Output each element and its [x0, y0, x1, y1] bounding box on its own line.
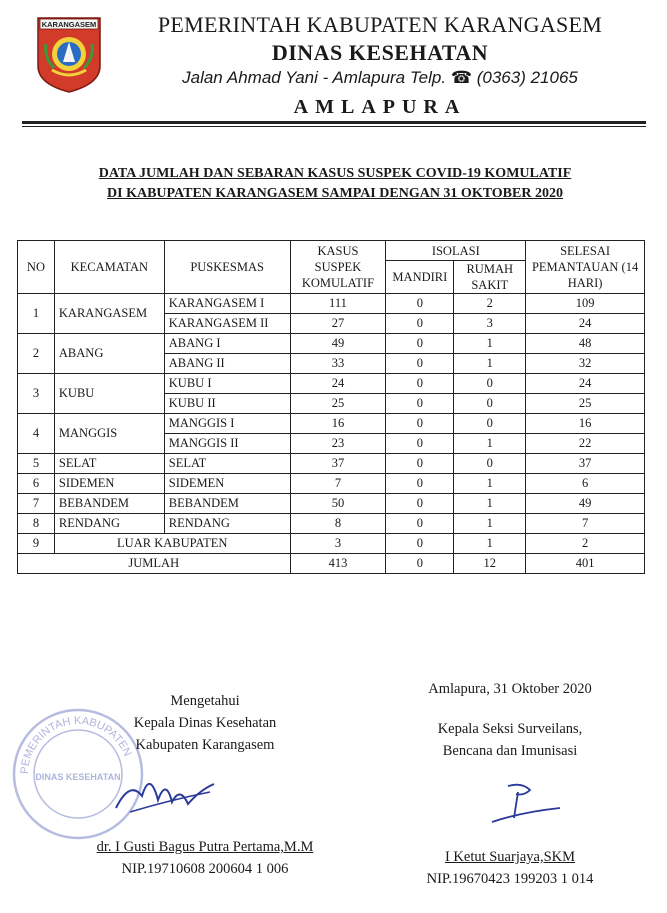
cell-rumah-sakit: 1: [454, 354, 526, 374]
cell-rumah-sakit: 1: [454, 334, 526, 354]
cell-luar-label: LUAR KABUPATEN: [54, 534, 290, 554]
cell-mandiri: 0: [386, 294, 454, 314]
sig-right-place-date: Amlapura, 31 Oktober 2020: [428, 681, 592, 697]
cell-selesai: 49: [526, 494, 645, 514]
cell-mandiri: 0: [386, 334, 454, 354]
svg-text:PEMERINTAH KABUPATEN: PEMERINTAH KABUPATEN: [18, 714, 134, 775]
cell-selesai: 6: [526, 474, 645, 494]
karangasem-logo-icon: [34, 14, 104, 94]
cell-no: 3: [18, 374, 55, 414]
cell-total-kasus: 413: [290, 554, 386, 574]
cell-no: 6: [18, 474, 55, 494]
cell-kasus: 33: [290, 354, 386, 374]
cell-rumah-sakit: 1: [454, 494, 526, 514]
signature-right-icon: [478, 778, 568, 828]
header-rumah-sakit: RUMAH SAKIT: [454, 261, 526, 294]
cell-kasus: 16: [290, 414, 386, 434]
cell-mandiri: 0: [386, 414, 454, 434]
cell-selesai: 24: [526, 374, 645, 394]
cell-kasus: 3: [290, 534, 386, 554]
cell-rumah-sakit: 0: [454, 394, 526, 414]
cell-puskesmas: RENDANG: [164, 514, 290, 534]
header-kasus: KASUS SUSPEK KOMULATIF: [290, 241, 386, 294]
cell-selesai: 22: [526, 434, 645, 454]
cell-selesai: 32: [526, 354, 645, 374]
cell-rumah-sakit: 2: [454, 294, 526, 314]
cell-selesai: 25: [526, 394, 645, 414]
header-puskesmas: PUSKESMAS: [164, 241, 290, 294]
cell-selesai: 37: [526, 454, 645, 474]
cell-mandiri: 0: [386, 494, 454, 514]
cell-no: 7: [18, 494, 55, 514]
cell-kecamatan: SELAT: [54, 454, 164, 474]
cell-rumah-sakit: 0: [454, 414, 526, 434]
cell-kecamatan: KUBU: [54, 374, 164, 414]
sig-right-line1: Kepala Seksi Surveilans,: [437, 721, 583, 737]
cell-total-rumah-sakit: 12: [454, 554, 526, 574]
cell-rumah-sakit: 3: [454, 314, 526, 334]
covid-suspect-table: [17, 240, 645, 574]
cell-kecamatan: BEBANDEM: [54, 494, 164, 514]
sig-right-nip: NIP.19670423 199203 1 014: [426, 871, 594, 887]
cell-puskesmas: MANGGIS I: [164, 414, 290, 434]
cell-mandiri: 0: [386, 314, 454, 334]
cell-rumah-sakit: 0: [454, 374, 526, 394]
table-row: [18, 414, 645, 434]
letterhead-address: Jalan Ahmad Yani - Amlapura Telp. ☎ (0363) 21065: [182, 68, 578, 87]
table-row: [18, 294, 645, 314]
table-row: [18, 474, 645, 494]
cell-puskesmas: SIDEMEN: [164, 474, 290, 494]
cell-kasus: 50: [290, 494, 386, 514]
table-row: [18, 494, 645, 514]
table-row-luar-kabupaten: [18, 534, 645, 554]
header-kecamatan: KECAMATAN: [54, 241, 164, 294]
cell-mandiri: 0: [386, 454, 454, 474]
sig-right-line2: Bencana dan Imunisasi: [442, 743, 578, 759]
cell-selesai: 16: [526, 414, 645, 434]
cell-kasus: 49: [290, 334, 386, 354]
cell-kasus: 8: [290, 514, 386, 534]
letterhead-rule: [22, 121, 646, 124]
cell-selesai: 24: [526, 314, 645, 334]
cell-no: 1: [18, 294, 55, 334]
letterhead-government: PEMERINTAH KABUPATEN KARANGASEM: [157, 12, 603, 37]
cell-rumah-sakit: 1: [454, 434, 526, 454]
table-body: [18, 294, 645, 574]
cell-no: 8: [18, 514, 55, 534]
cell-selesai: 109: [526, 294, 645, 314]
letterhead-city: AMLAPURA: [293, 96, 467, 118]
header-isolasi: ISOLASI: [386, 241, 526, 261]
cell-no: 2: [18, 334, 55, 374]
cell-mandiri: 0: [386, 434, 454, 454]
sig-left-line1: Mengetahui: [170, 693, 240, 709]
cell-kecamatan: ABANG: [54, 334, 164, 374]
cell-rumah-sakit: 0: [454, 454, 526, 474]
cell-kecamatan: KARANGASEM: [54, 294, 164, 334]
cell-puskesmas: BEBANDEM: [164, 494, 290, 514]
table-row-total: [18, 554, 645, 574]
cell-puskesmas: ABANG I: [164, 334, 290, 354]
cell-total-selesai: 401: [526, 554, 645, 574]
cell-rumah-sakit: 1: [454, 534, 526, 554]
table-row: [18, 374, 645, 394]
table-row: [18, 514, 645, 534]
cell-kasus: 24: [290, 374, 386, 394]
cell-rumah-sakit: 1: [454, 474, 526, 494]
cell-puskesmas: KARANGASEM I: [164, 294, 290, 314]
cell-kasus: 111: [290, 294, 386, 314]
cell-puskesmas: MANGGIS II: [164, 434, 290, 454]
cell-no: 5: [18, 454, 55, 474]
cell-kasus: 37: [290, 454, 386, 474]
cell-selesai: 7: [526, 514, 645, 534]
sig-left-line3: Kabupaten Karangasem: [135, 737, 275, 753]
letterhead-rule-thin: [22, 126, 646, 127]
cell-rumah-sakit: 1: [454, 514, 526, 534]
cell-total-label: JUMLAH: [18, 554, 291, 574]
cell-kasus: 23: [290, 434, 386, 454]
cell-kasus: 7: [290, 474, 386, 494]
cell-kecamatan: SIDEMEN: [54, 474, 164, 494]
cell-mandiri: 0: [386, 474, 454, 494]
signature-left-icon: [110, 760, 220, 820]
cell-selesai: 48: [526, 334, 645, 354]
cell-mandiri: 0: [386, 514, 454, 534]
svg-text:KARANGASEM: KARANGASEM: [41, 20, 97, 29]
svg-text:DINAS KESEHATAN: DINAS KESEHATAN: [35, 772, 121, 782]
cell-total-mandiri: 0: [386, 554, 454, 574]
header-mandiri: MANDIRI: [386, 261, 454, 294]
cell-puskesmas: KUBU II: [164, 394, 290, 414]
document-title-line2: DI KABUPATEN KARANGASEM SAMPAI DENGAN 31 OKTOBER 2020: [107, 186, 563, 201]
cell-mandiri: 0: [386, 354, 454, 374]
cell-kecamatan: RENDANG: [54, 514, 164, 534]
sig-right-name: I Ketut Suarjaya,SKM: [444, 849, 576, 865]
header-selesai: SELESAI PEMANTAUAN (14 HARI): [526, 241, 645, 294]
sig-left-line2: Kepala Dinas Kesehatan: [133, 715, 277, 731]
cell-puskesmas: ABANG II: [164, 354, 290, 374]
cell-no: 9: [18, 534, 55, 554]
cell-mandiri: 0: [386, 374, 454, 394]
cell-kasus: 25: [290, 394, 386, 414]
header-no: NO: [18, 241, 55, 294]
cell-mandiri: 0: [386, 534, 454, 554]
sig-right-gap: [380, 700, 640, 718]
cell-no: 4: [18, 414, 55, 454]
sig-left-nip: NIP.19710608 200604 1 006: [121, 861, 289, 877]
cell-puskesmas: KUBU I: [164, 374, 290, 394]
cell-selesai: 2: [526, 534, 645, 554]
cell-kecamatan: MANGGIS: [54, 414, 164, 454]
cell-kasus: 27: [290, 314, 386, 334]
cell-puskesmas: KARANGASEM II: [164, 314, 290, 334]
table-row: [18, 454, 645, 474]
cell-puskesmas: SELAT: [164, 454, 290, 474]
letterhead-department: DINAS KESEHATAN: [271, 40, 489, 65]
table-row: [18, 334, 645, 354]
sig-left-name: dr. I Gusti Bagus Putra Pertama,M.M: [96, 839, 314, 855]
cell-mandiri: 0: [386, 394, 454, 414]
document-title-line1: DATA JUMLAH DAN SEBARAN KASUS SUSPEK COVID-19 KOMULATIF: [98, 166, 572, 181]
